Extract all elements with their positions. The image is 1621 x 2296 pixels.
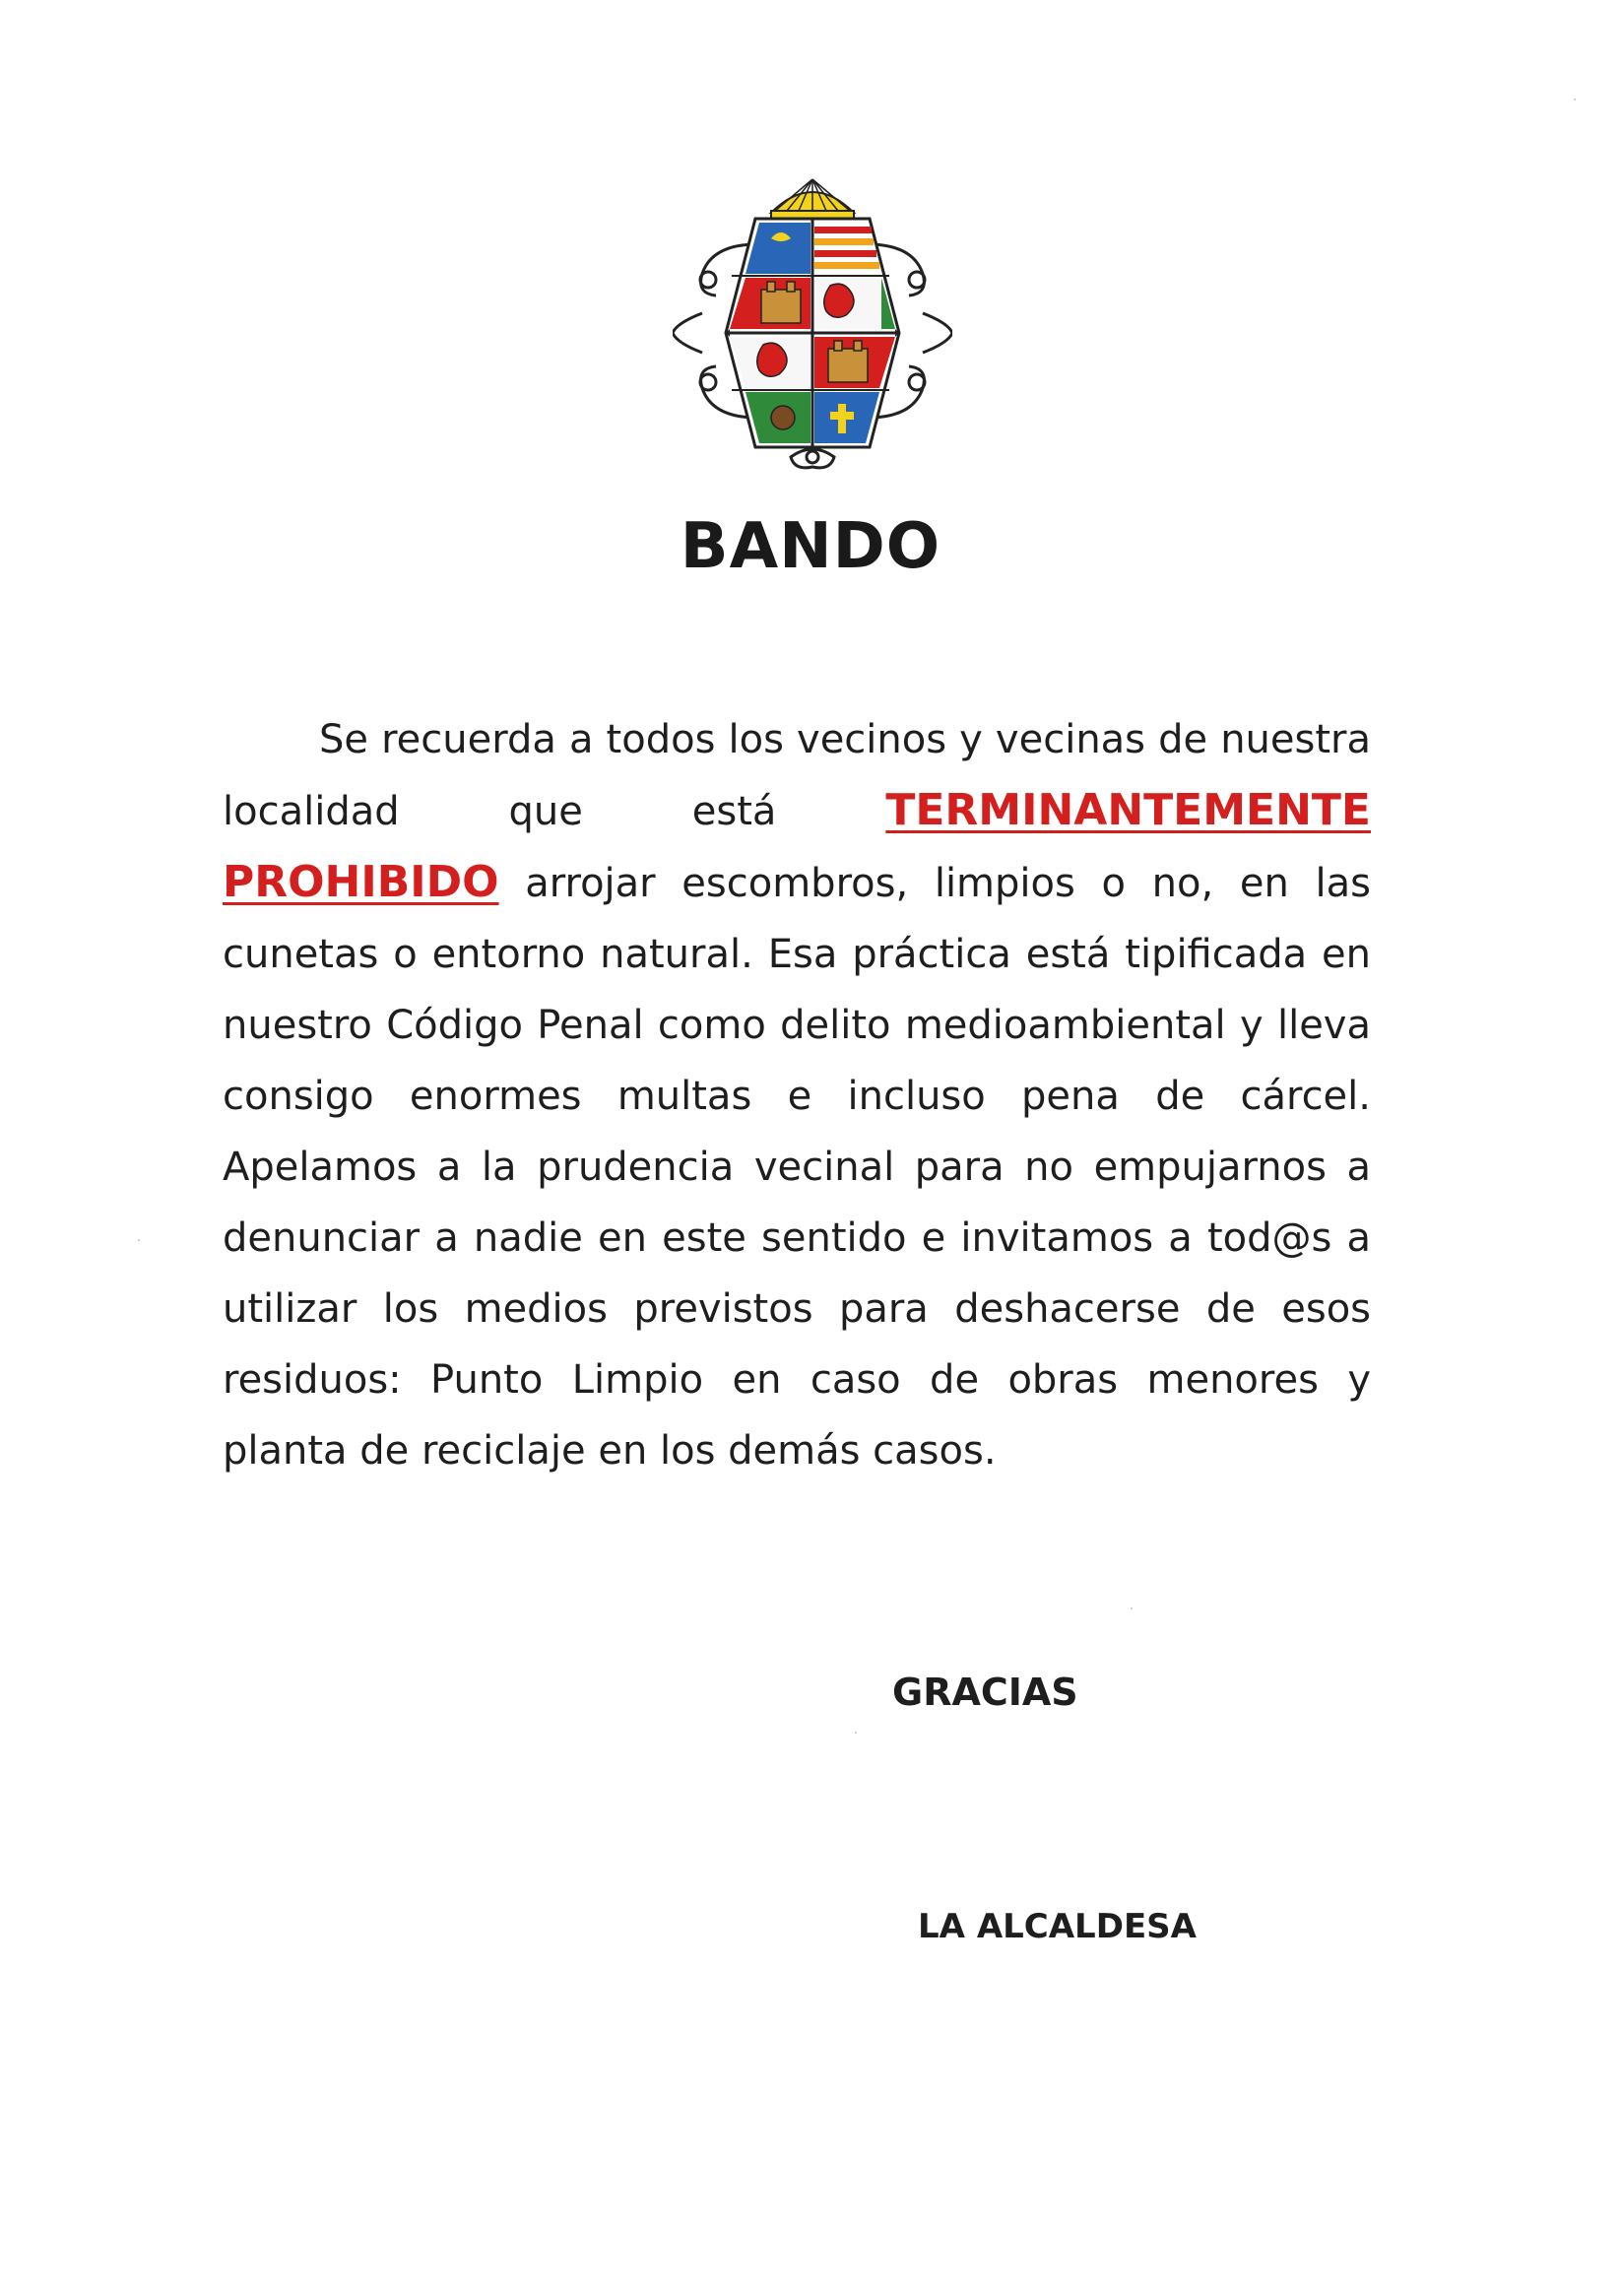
body-line-3-rest: arrojar escombros, limpios o no, en las: [498, 861, 1371, 906]
body-word-localidad: localidad: [223, 789, 400, 834]
body-line-4: cunetas o entorno natural. Esa práctica está tipificada en: [223, 932, 1371, 977]
scan-speck: [1574, 98, 1576, 100]
scan-speck: [138, 1239, 140, 1241]
body-line-10: residuos: Punto Limpio en caso de obras menores y: [223, 1357, 1371, 1403]
body-line-7: Apelamos a la prudencia vecinal para no empujarnos a: [223, 1145, 1371, 1190]
body-line-6: consigo enormes multas e incluso pena de cárcel.: [223, 1074, 1371, 1119]
notice-body: [223, 704, 1371, 1486]
body-line-11: planta de reciclaje en los demás casos.: [223, 1428, 997, 1474]
crest-crown: [771, 179, 854, 219]
body-line-1: Se recuerda a todos los vecinos y vecinas de nuestra: [319, 717, 1371, 762]
body-line-9: utilizar los medios previstos para deshacerse de esos: [223, 1286, 1371, 1332]
signature-title: LA ALCALDESA: [918, 1907, 1197, 1946]
crest-shield: [726, 219, 899, 447]
municipal-coat-of-arms-icon: [673, 175, 952, 489]
body-word-que: que: [508, 789, 583, 834]
body-word-esta: está: [691, 789, 777, 834]
body-line-2: [223, 775, 1371, 847]
body-line-8: denunciar a nadie en este sentido e invitamos a tod@s a: [223, 1215, 1371, 1261]
scan-speck: [1131, 1607, 1133, 1609]
body-line-5: nuestro Código Penal como delito medioambiental y lleva: [223, 1003, 1371, 1048]
closing-thanks: GRACIAS: [892, 1671, 1078, 1714]
page-title: BANDO: [680, 510, 941, 583]
scan-speck: [855, 1732, 857, 1734]
emphasis-terminantemente: TERMINANTEMENTE: [885, 785, 1371, 835]
body-line-3: [223, 847, 1371, 919]
emphasis-prohibido: PROHIBIDO: [223, 857, 499, 907]
